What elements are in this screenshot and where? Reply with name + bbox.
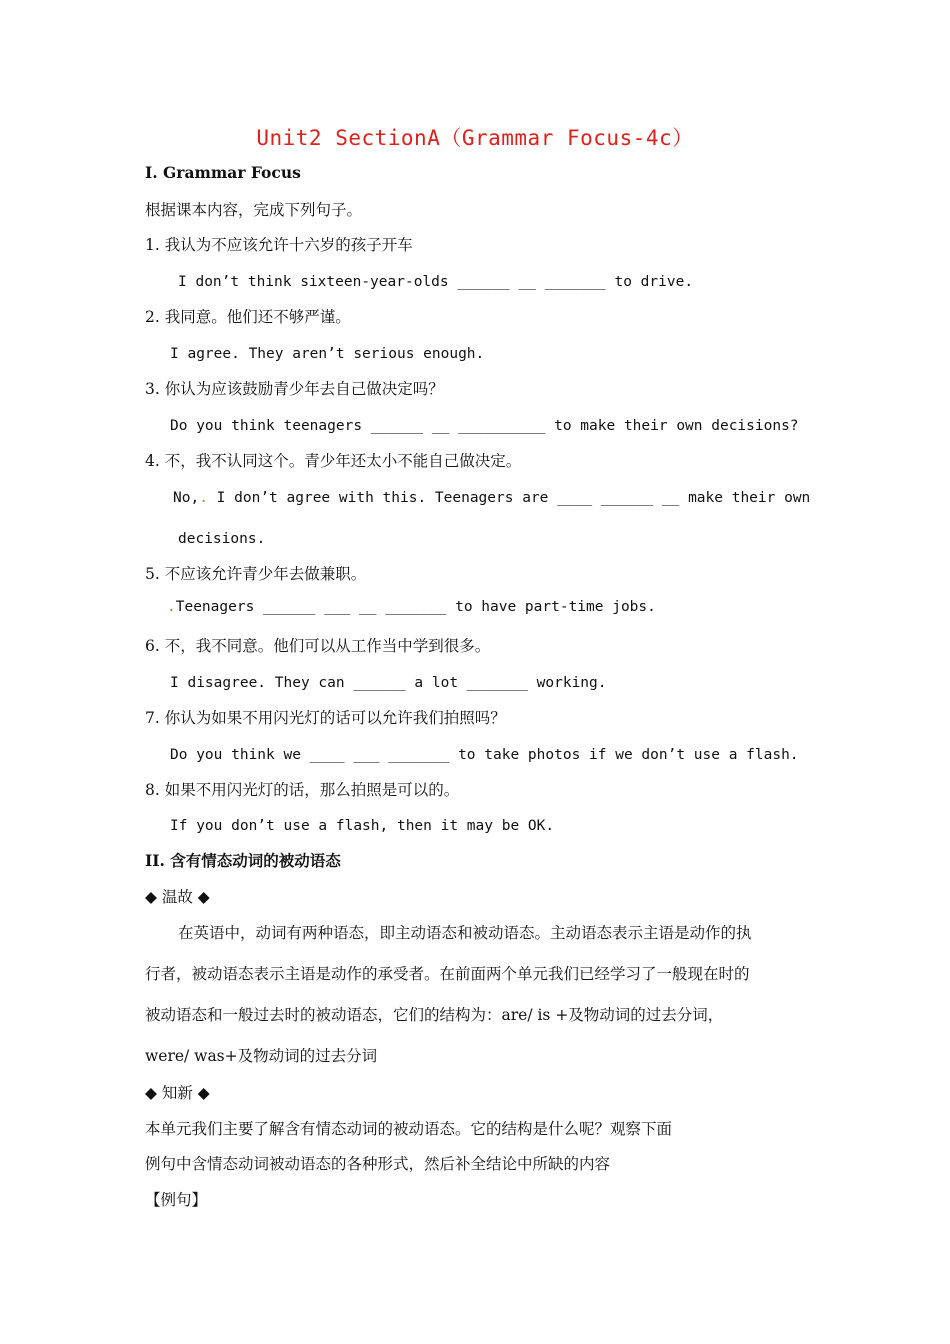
- item-3-english: Do you think teenagers ______ __ __________ to make their own decisions?: [170, 418, 799, 434]
- item-6-chinese: 6. 不，我不同意。他们可以从工作当中学到很多。: [145, 637, 491, 655]
- item-8-english: If you don’t use a flash, then it may be OK.: [170, 818, 555, 834]
- review-paragraph-line-3: 被动语态和一般过去时的被动语态，它们的结构为：are/ is +及物动词的过去分词，: [145, 1006, 724, 1024]
- item-5-chinese: 5. 不应该允许青少年去做兼职。: [145, 565, 367, 583]
- stray-dot: .: [199, 490, 208, 506]
- item-4-english-continued: decisions.: [178, 531, 266, 547]
- new-paragraph-line-2: 例句中含情态动词被动语态的各种形式，然后补全结论中所缺的内容: [145, 1155, 611, 1173]
- item-3-chinese: 3. 你认为应该鼓励青少年去自己做决定吗？: [145, 380, 444, 398]
- item-4-english-rest: I don’t agree with this. Teenagers are ____ ______ __ make their own: [207, 490, 811, 506]
- item-1-chinese: 1. 我认为不应该允许十六岁的孩子开车: [145, 236, 413, 254]
- item-7-english: Do you think we ____ ___ _______ to take photos if we don’t use a flash.: [170, 747, 799, 763]
- item-5-english-text: Teenagers ______ ___ __ _______ to have part-time jobs.: [175, 599, 656, 615]
- example-label: 【例句】: [145, 1191, 208, 1209]
- section-2-heading: II. 含有情态动词的被动语态: [145, 851, 341, 870]
- stray-dot: .: [167, 599, 176, 615]
- section-1-heading: I. Grammar Focus: [145, 163, 301, 182]
- review-paragraph-line-4: were/ was+及物动词的过去分词: [145, 1047, 378, 1065]
- item-6-english: I disagree. They can ______ a lot _______ working.: [170, 675, 607, 691]
- item-2-english: I agree. They aren’t serious enough.: [170, 346, 485, 362]
- new-paragraph-line-1: 本单元我们主要了解含有情态动词的被动语态。它的结构是什么呢？观察下面: [145, 1120, 673, 1138]
- item-8-chinese: 8. 如果不用闪光灯的话，那么拍照是可以的。: [145, 781, 460, 799]
- item-2-chinese: 2. 我同意。他们还不够严谨。: [145, 308, 351, 326]
- section-1-instruction: 根据课本内容，完成下列句子。: [145, 201, 363, 219]
- item-5-english: [167, 597, 656, 617]
- item-4-chinese: 4. 不，我不认同这个。青少年还太小不能自己做决定。: [145, 452, 522, 470]
- review-paragraph-line-2: 行者，被动语态表示主语是动作的承受者。在前面两个单元我们已经学习了一般现在时的: [145, 965, 750, 983]
- item-1-english: I don’t think sixteen-year-olds ______ __ _______ to drive.: [178, 274, 694, 290]
- review-paragraph-line-1: 在英语中，动词有两种语态，即主动语态和被动语态。主动语态表示主语是动作的执: [178, 924, 752, 942]
- item-4-english: [173, 488, 810, 508]
- page-title: Unit2 SectionA（Grammar Focus-4c）: [256, 126, 694, 150]
- new-label: ◆ 知新 ◆: [145, 1084, 210, 1102]
- review-label: ◆ 温故 ◆: [145, 888, 210, 906]
- item-4-english-start: No,: [173, 490, 200, 506]
- item-7-chinese: 7. 你认为如果不用闪光灯的话可以允许我们拍照吗？: [145, 709, 506, 727]
